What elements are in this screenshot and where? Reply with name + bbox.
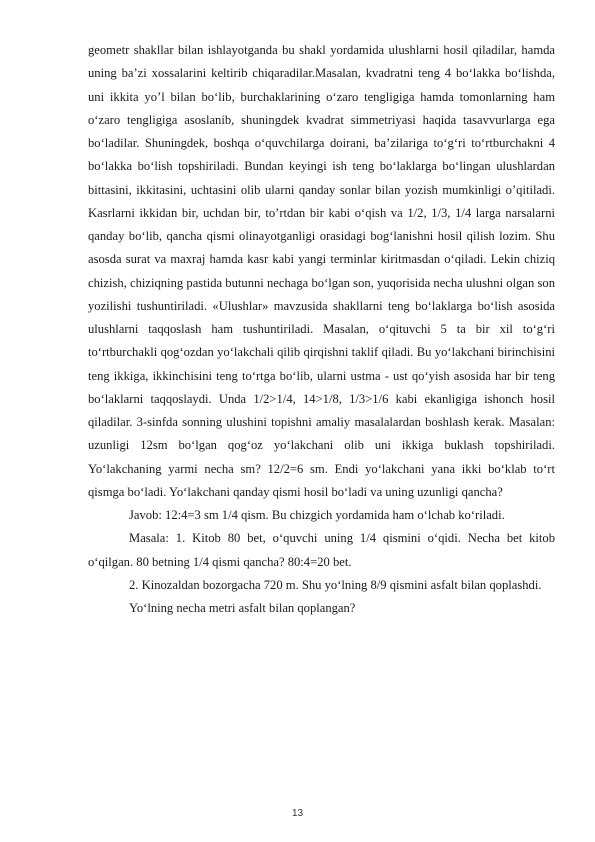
problem-1-paragraph: Masala: 1. Kitob 80 bet, o‘quvchi uning 1/4 qismini o‘qidi. Necha bet kitob o‘qilgan. 80 betning 1/4 qismi qancha? 80:4=20 bet. — [88, 531, 555, 569]
problem-2-paragraph: 2. Kinozaldan bozorgacha 720 m. Shu yo‘lning 8/9 qismini asfalt bilan qoplashdi. — [129, 577, 542, 592]
body-paragraph: geometr shakllar bilan ishlayotganda bu shakl yordamida ulushlarni hosil qiladilar, hamda uning ba’zi xossalarini keltirib chiqaradilar.Masalan, kvadratni teng 4 bo‘lakka bo‘lishda, uni ikkita yo’l bilan bo‘lib, burchaklarining o‘zaro tengligiga hamda tomonlarning ham o‘zaro tengligiga asoslanib, shuningdek kvadrat simmetriyasi haqida tasavvurlarga ega bo‘ladilar. Shuningdek, boshqa o‘quvchilarga doirani, ba’zilariga to‘g‘ri to‘rtburchakni 4 bo‘lakka bo‘lish topshiriladi. Bundan keyingi ish teng bo‘laklarga bo‘lingan ulushlardan bittasini, ikkitasini, uchtasini olib ularni qanday sonlar bilan yozish mumkinligi o’qitiladi. Kasrlarni ikkidan bir, uchdan bir, to’rtdan bir kabi o‘qish va 1/2, 1/3, 1/4 larga narsalarni qanday bo‘lib, qancha qismi olinayotganligi orasidagi bog‘lanishni hosil qilish lozim. Shu asosda surat va maxraj hamda kasr kabi yangi terminlar kiritmasdan o‘qiladi. Lekin chiziq chizish, chiziqning pastida butunni nechaga bo‘lgan son, yuqorisida necha ulushni olgan son yozilishi tushuntiriladi. «Ulushlar» mavzusida shakllarni teng bo‘laklarga bo‘lish asosida ulushlarni taqqoslash ham tushuntiriladi. Masalan, o‘qituvchi 5 ta bir xil to‘g‘ri to‘rtburchakli qog‘ozdan yo‘lakchali qilib qirqishni taklif qiladi. Bu yo‘lakchani birinchisini teng ikkiga, ikkinchisini teng to‘rtga bo‘lib, ularni ustma - ust qo‘yish asosida har bir teng bo‘laklarni taqqoslaydi. Unda 1/2>1/4, 14>1/8, 1/3>1/6 kabi ekanligiga ishonch hosil qiladilar. 3-sinfda sonning ulushini topishni amaliy masalalardan boshlash kerak. Masalan: uzunligi 12sm bo‘lgan qog‘oz yo‘lakchani olib uni ikkiga buklash topshiriladi. Yo‘lakchaning yarmi necha sm? 12/2=6 sm. Endi yo‘lakchani yana ikki bo‘klab to‘rt qismga bo‘ladi. Yo‘lakchani qanday qismi hosil bo‘ladi va uning uzunligi qancha? — [88, 43, 555, 499]
page-content — [88, 39, 555, 620]
answer-paragraph: Javob: 12:4=3 sm 1/4 qism. Bu chizgich yordamida ham o‘lchab ko‘riladi. — [129, 508, 505, 522]
page-number: 13 — [291, 808, 304, 819]
problem-2-question: Yo‘lning necha metri asfalt bilan qoplangan? — [129, 601, 356, 615]
